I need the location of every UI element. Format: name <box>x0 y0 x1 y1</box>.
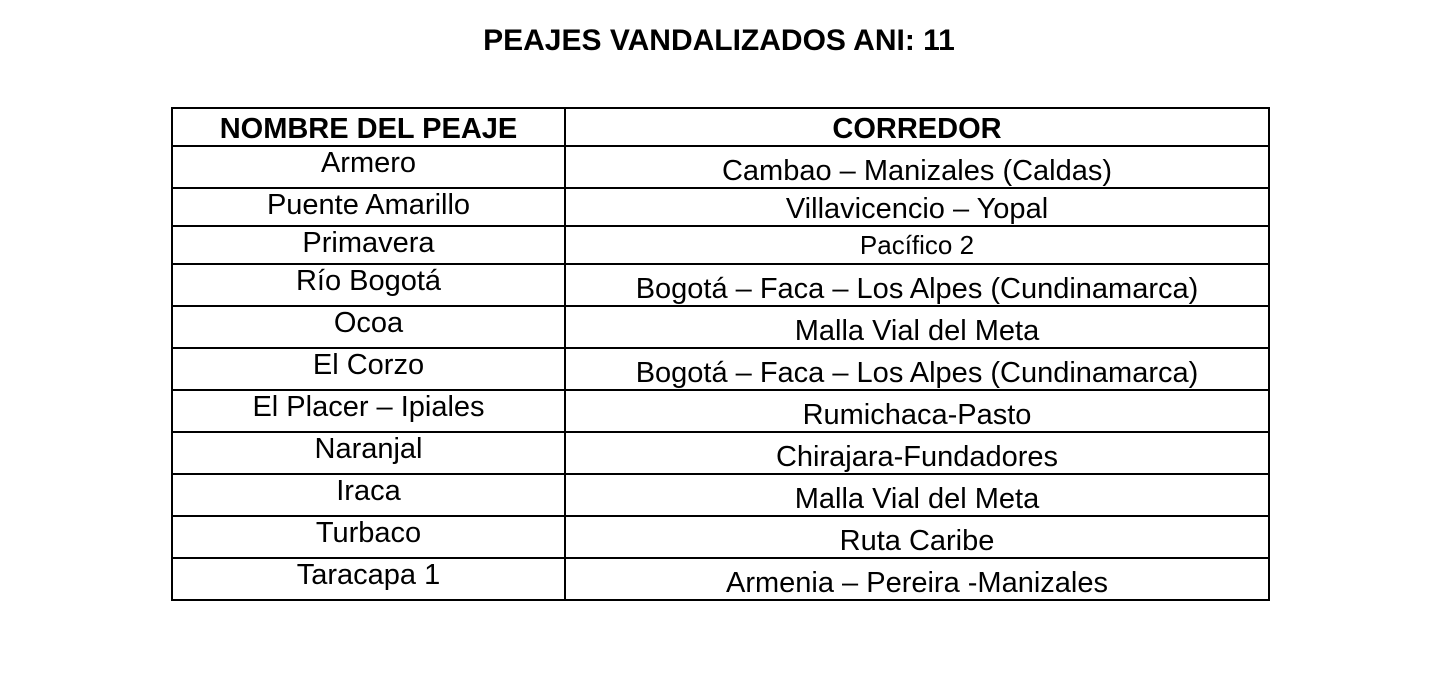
header-toll-name: NOMBRE DEL PEAJE <box>172 108 565 146</box>
toll-name-cell: Río Bogotá <box>172 264 565 306</box>
table-row <box>172 306 1269 348</box>
table-row <box>172 516 1269 558</box>
tolls-table <box>171 107 1270 601</box>
toll-name-cell: Primavera <box>172 226 565 264</box>
toll-name-cell: Taracapa 1 <box>172 558 565 600</box>
corridor-cell: Pacífico 2 <box>565 226 1269 264</box>
corridor-cell: Bogotá – Faca – Los Alpes (Cundinamarca) <box>565 348 1269 390</box>
corridor-cell: Armenia – Pereira -Manizales <box>565 558 1269 600</box>
table-row <box>172 558 1269 600</box>
corridor-cell: Malla Vial del Meta <box>565 306 1269 348</box>
table-row <box>172 264 1269 306</box>
table-row <box>172 226 1269 264</box>
table-row <box>172 188 1269 226</box>
corridor-cell: Villavicencio – Yopal <box>565 188 1269 226</box>
toll-name-cell: Puente Amarillo <box>172 188 565 226</box>
table-row <box>172 146 1269 188</box>
table-header-row <box>172 108 1269 146</box>
corridor-cell: Cambao – Manizales (Caldas) <box>565 146 1269 188</box>
toll-name-cell: Ocoa <box>172 306 565 348</box>
toll-name-cell: Iraca <box>172 474 565 516</box>
document-title: PEAJES VANDALIZADOS ANI: 11 <box>483 24 955 57</box>
toll-name-cell: Turbaco <box>172 516 565 558</box>
table-row <box>172 474 1269 516</box>
corridor-cell: Malla Vial del Meta <box>565 474 1269 516</box>
table-row <box>172 432 1269 474</box>
toll-name-cell: El Placer – Ipiales <box>172 390 565 432</box>
toll-name-cell: Naranjal <box>172 432 565 474</box>
corridor-cell: Bogotá – Faca – Los Alpes (Cundinamarca) <box>565 264 1269 306</box>
table-row <box>172 390 1269 432</box>
corridor-cell: Ruta Caribe <box>565 516 1269 558</box>
toll-name-cell: El Corzo <box>172 348 565 390</box>
table-row <box>172 348 1269 390</box>
header-corridor: CORREDOR <box>565 108 1269 146</box>
corridor-cell: Rumichaca-Pasto <box>565 390 1269 432</box>
toll-name-cell: Armero <box>172 146 565 188</box>
corridor-cell: Chirajara-Fundadores <box>565 432 1269 474</box>
